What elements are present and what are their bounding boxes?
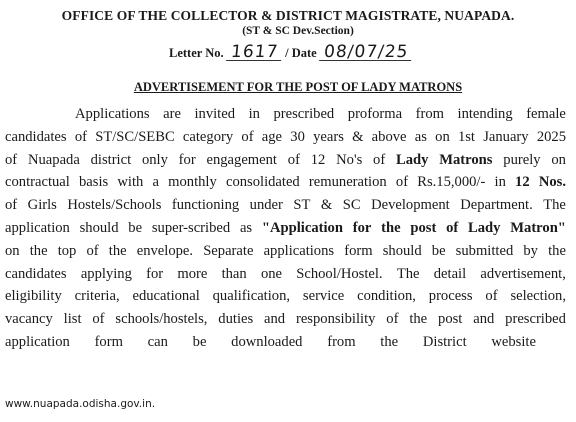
- body-word: the: [409, 311, 428, 328]
- advertisement-heading-text: ADVERTISEMENT FOR THE POST OF LADY MATRONS: [133, 80, 463, 94]
- body-word: submitted: [455, 242, 514, 259]
- body-word: prescribed: [273, 106, 335, 122]
- letter-number: 1617: [226, 44, 283, 61]
- body-word: School/Hostel.: [296, 265, 383, 282]
- body-word: responsibility: [295, 311, 376, 328]
- body-word: on: [5, 242, 20, 259]
- body-word: service: [302, 288, 345, 305]
- body-word: 2025: [536, 128, 566, 145]
- body-word: 1st: [457, 128, 475, 145]
- body-word: Nos.: [538, 174, 566, 191]
- body-word: downloaded: [231, 333, 303, 350]
- body-word: top: [57, 242, 77, 259]
- body-word: January: [483, 128, 529, 145]
- body-word: the: [381, 219, 401, 236]
- body-word: District: [422, 333, 467, 350]
- body-word: consolidated: [225, 174, 300, 191]
- body-word: The: [396, 265, 420, 282]
- body-word: should: [79, 219, 119, 236]
- body-word: qualification,: [212, 288, 291, 305]
- body-word: from: [415, 106, 444, 122]
- body-word: post: [438, 311, 463, 328]
- body-word: of: [5, 151, 18, 168]
- body-word: SC: [342, 197, 361, 214]
- body-word: should: [382, 242, 422, 259]
- body-word: for: [352, 219, 372, 236]
- body-word: form: [94, 333, 123, 350]
- body-word: a: [152, 174, 159, 191]
- body-word: Lady: [468, 219, 501, 236]
- body-word: be: [128, 219, 143, 236]
- body-line: [0, 171, 576, 194]
- advertisement-body: [0, 103, 576, 354]
- body-word: age: [261, 128, 283, 145]
- body-word: intending: [457, 106, 513, 122]
- body-word: condition,: [357, 288, 416, 305]
- letter-date: 08/07/25: [319, 44, 413, 61]
- office-title: OFFICE OF THE COLLECTOR & DISTRICT MAGISTRATE, NUAPADA.: [61, 8, 515, 23]
- body-line: [0, 217, 576, 240]
- body-line: [0, 103, 576, 126]
- body-word: of: [241, 128, 254, 145]
- body-word: Rs.15,000/-: [417, 174, 486, 191]
- body-word: functioning: [171, 197, 240, 214]
- body-word: of: [386, 311, 399, 328]
- body-word: and: [264, 311, 286, 328]
- body-word: proforma: [347, 106, 403, 122]
- body-word: of: [74, 128, 87, 145]
- body-word: the: [29, 242, 48, 259]
- body-word: from: [327, 333, 356, 350]
- body-word: for: [146, 265, 164, 282]
- body-word: Applications: [75, 106, 150, 122]
- body-word: can: [147, 333, 168, 350]
- advertisement-heading: [0, 80, 576, 95]
- body-word: with: [117, 174, 144, 191]
- body-word: form: [344, 242, 373, 259]
- body-word: one: [260, 265, 283, 282]
- body-word: district: [90, 151, 132, 168]
- body-word: are: [163, 106, 181, 122]
- body-word: of: [446, 219, 459, 236]
- body-word: Girls: [27, 197, 57, 214]
- body-word: on: [435, 128, 450, 145]
- body-word: detail: [433, 265, 467, 282]
- body-word: of: [92, 311, 105, 328]
- body-word: Nuapada: [27, 151, 80, 168]
- body-word: Lady: [396, 151, 429, 168]
- body-word: 30: [290, 128, 305, 145]
- body-word: Department.: [460, 197, 533, 214]
- body-word: in: [248, 106, 260, 122]
- body-word: "Application: [261, 219, 343, 236]
- body-word: candidates: [5, 265, 67, 282]
- body-line: [0, 194, 576, 217]
- body-word: the: [108, 242, 127, 259]
- body-word: in: [494, 174, 506, 191]
- body-word: than: [221, 265, 247, 282]
- body-word: of: [485, 288, 498, 305]
- body-word: basis: [79, 174, 109, 191]
- body-line: [0, 149, 576, 172]
- body-word: &: [320, 197, 333, 214]
- body-word: Matrons: [439, 151, 493, 168]
- body-word: prescribed: [505, 311, 566, 328]
- body-word: as: [239, 219, 253, 236]
- body-word: No's: [336, 151, 363, 168]
- body-word: female: [526, 106, 566, 122]
- body-word: Matron": [510, 219, 566, 236]
- body-line: [0, 240, 576, 263]
- body-word: ST/SC/SEBC: [95, 128, 175, 145]
- body-word: more: [177, 265, 208, 282]
- body-word: above: [371, 128, 407, 145]
- body-word: contractual: [5, 174, 70, 191]
- body-word: be: [192, 333, 207, 350]
- body-word: engagement: [206, 151, 277, 168]
- body-word: by: [523, 242, 538, 259]
- body-word: criteria,: [74, 288, 120, 305]
- body-word: application: [5, 333, 70, 350]
- body-line: [0, 308, 576, 331]
- body-word: the: [380, 333, 399, 350]
- body-word: as: [414, 128, 427, 145]
- body-word: ST: [293, 197, 311, 214]
- letter-reference: [169, 44, 412, 61]
- body-word: The: [543, 197, 566, 214]
- body-word: remuneration: [308, 174, 387, 191]
- body-word: of: [373, 151, 386, 168]
- body-word: years: [313, 128, 344, 145]
- letter-label: Letter No.: [169, 46, 224, 60]
- body-word: of: [395, 174, 409, 191]
- body-word: of: [86, 242, 99, 259]
- body-word: monthly: [168, 174, 217, 191]
- body-word: for: [178, 151, 196, 168]
- section-title: (ST & SC Dev.Section): [242, 25, 354, 37]
- body-word: applications: [263, 242, 335, 259]
- body-word: schools/hostels,: [115, 311, 208, 328]
- body-word: vacancy: [5, 311, 53, 328]
- body-word: post: [410, 219, 437, 236]
- body-word: of: [287, 151, 300, 168]
- body-word: category: [182, 128, 234, 145]
- date-label: / Date: [285, 46, 317, 60]
- body-word: the: [548, 242, 566, 259]
- body-word: 12: [515, 174, 530, 191]
- body-word: eligibility: [5, 288, 62, 305]
- body-line: [0, 126, 576, 149]
- body-word: purely: [503, 151, 541, 168]
- body-word: list: [63, 311, 82, 328]
- district-website: www.nuapada.odisha.gov.in.: [5, 398, 156, 410]
- body-word: duties: [218, 311, 254, 328]
- body-word: Hostels/Schools: [67, 197, 162, 214]
- body-word: super-scribed: [151, 219, 231, 236]
- body-word: applying: [80, 265, 132, 282]
- body-word: candidates: [5, 128, 67, 145]
- body-line: [0, 285, 576, 308]
- body-word: process: [428, 288, 473, 305]
- body-word: selection,: [510, 288, 566, 305]
- body-word: website: [491, 333, 536, 350]
- body-line: [0, 263, 576, 286]
- body-word: Separate: [203, 242, 254, 259]
- body-word: 12: [310, 151, 326, 168]
- body-word: &: [352, 128, 364, 145]
- body-word: invited: [194, 106, 236, 122]
- body-word: under: [249, 197, 283, 214]
- body-word: envelope.: [136, 242, 194, 259]
- body-word: be: [431, 242, 446, 259]
- body-line: [0, 331, 576, 354]
- body-word: educational: [132, 288, 200, 305]
- body-word: of: [5, 197, 18, 214]
- body-word: advertisement,: [480, 265, 566, 282]
- body-word: on: [551, 151, 566, 168]
- body-word: and: [473, 311, 495, 328]
- body-word: application: [5, 219, 70, 236]
- body-word: only: [141, 151, 168, 168]
- body-word: Development: [371, 197, 450, 214]
